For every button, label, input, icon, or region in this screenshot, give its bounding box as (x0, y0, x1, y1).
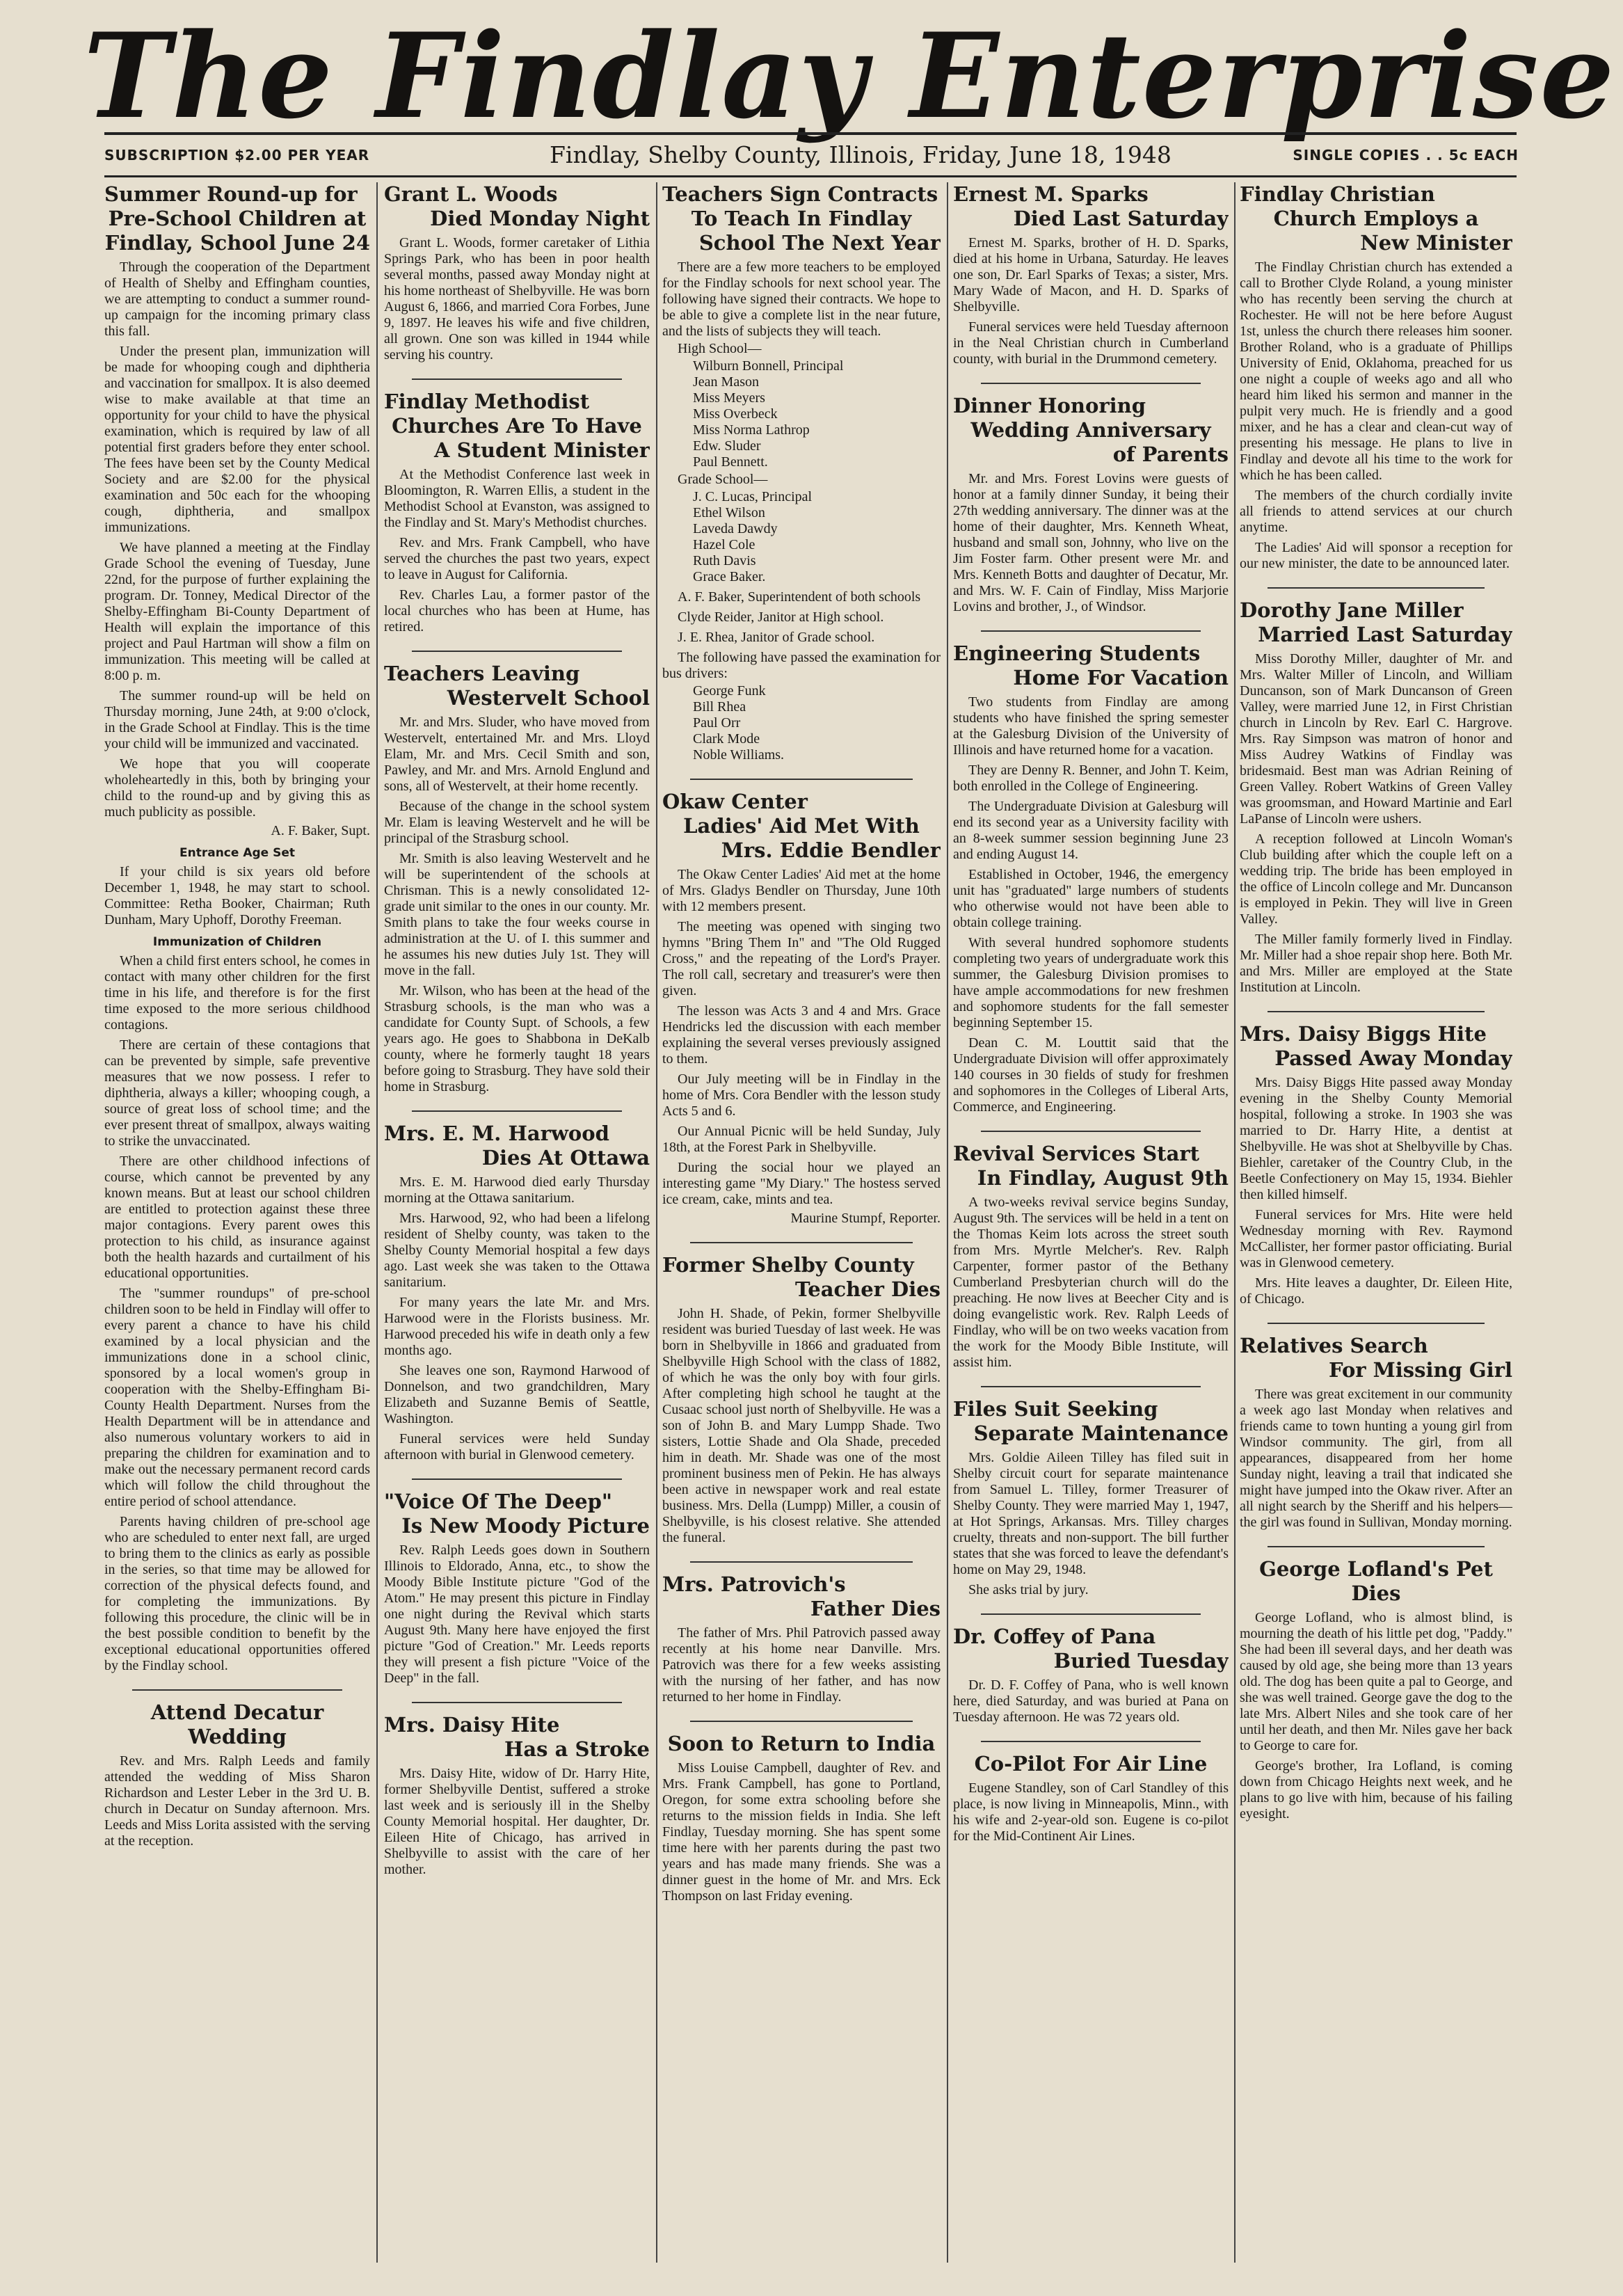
paragraph: Parents having children of pre-school age who are scheduled to enter next fall, are urged to bring them to the clinics as early as possible in the series, so that time may be allowed for correction of the physical defects found, and for completing the immunizations. By following this procedure, the clinic will be in the best possible condition to benefit by the exceptional educational opportunities offered by the Findlay school. (104, 1514, 370, 1673)
paragraph: Under the present plan, immunization will be made for whooping cough and diphtheria and vaccination for smallpox. It is also deemed wise to make available at that time an opportunity for your child to have the physical examination, which is required by law of all potential first graders before they enter school. The fees have been set by the County Medical Society and are $2.00 for the physical examination and 50c each for the whooping cough, diphtheria, and smallpox immunizations. (104, 344, 370, 535)
article-separator (412, 1478, 622, 1480)
paragraph: With several hundred sophomore students completing two years of undergraduate work this summer, the Galesburg Division promises to have ample accommodations for new freshmen and sophomore students for the fall semester beginning September 15. (953, 935, 1229, 1030)
headline: Dr. Coffey of Pana (953, 1625, 1156, 1648)
paragraph: Mrs. Daisy Biggs Hite passed away Monday evening in the Shelby County Memorial hospital, following a stroke. In 1903 she was married to Dr. Harry Hite, a dentist at Shelbyville. He was shot at Shelbyville by Chas. Biehler, caretaker of the Country Club, in the Beetle Confectionery on May 15, 1934. Biehler then killed himself. (1240, 1075, 1512, 1202)
list-item: Paul Bennett. (693, 454, 768, 470)
headline: Attend Decatur Wedding (150, 1700, 324, 1748)
paragraph: Miss Dorothy Miller, daughter of Mr. and Mrs. Walter Miller of Lincoln, and William Duncanson, son of Mark Duncanson of Green Valley, were married June 12, in First Christian church in Lincoln by Rev. Earl C. Hargrove. Mrs. Ray Simpson was matron of honor and Miss Audrey Watkins of Findlay was bridesmaid. Best man was Adrian Reining of Green Valley. Robert Watkins of Green Valley was groomsman, and Howard Martinie and Earl LaPanse of Lincoln were ushers. (1240, 651, 1512, 827)
article-shade-obituary (662, 1253, 941, 1546)
list-item: Clark Mode (693, 731, 760, 747)
paragraph: Mr. Smith is also leaving Westervelt and he will be superintendent of the schools at Chrisman. This is a newly consolidated 12-grade unit similar to the ones in our county. Mr. Smith plans to take the four weeks course in administration at the U. of I. this summer and he assumes his new duties July 1st. They will move in the fall. (384, 851, 650, 978)
headline: Findlay, School June 24 (104, 231, 370, 255)
article-biggs-hite-obituary (1240, 1022, 1512, 1307)
article-separator (981, 630, 1201, 632)
column-4 (953, 182, 1229, 2270)
headline: Files Suit Seeking (953, 1397, 1158, 1421)
article-separate-maintenance (953, 1397, 1229, 1598)
headline: Teacher Dies (794, 1277, 941, 1301)
list-item: Edw. Sluder (693, 438, 761, 454)
headline: Married Last Saturday (1258, 623, 1512, 646)
single-copy-price: SINGLE COPIES . . 5c EACH (1293, 147, 1519, 164)
article-christian-church-minister (1240, 182, 1512, 572)
headline: Father Dies (810, 1597, 941, 1620)
headline: Mrs. Eddie Bendler (721, 838, 941, 862)
article-separator (690, 1242, 913, 1243)
headline: Churches Are To Have (392, 414, 642, 438)
list-item: Laveda Dawdy (693, 521, 778, 536)
paragraph: Clyde Reider, Janitor at High school. (678, 609, 884, 625)
paragraph: If your child is six years old before December 1, 1948, he may start to school. Committee: Retha Booker, Chairman; Ruth Dunham, Mary Uphoff, Dorothy Freeman. (104, 864, 370, 927)
paragraph: Funeral services for Mrs. Hite were held Wednesday morning with Rev. Raymond McCallister, her former pastor officiating. Burial was in Glenwood cemetery. (1240, 1207, 1512, 1270)
paragraph: A. F. Baker, Superintendent of both schools (678, 589, 921, 605)
article-sparks-obituary (953, 182, 1229, 367)
paragraph: They are Denny R. Benner, and John T. Keim, both enrolled in the College of Engineering. (953, 763, 1229, 794)
paragraph: Mr. and Mrs. Sluder, who have moved from Westervelt, entertained Mr. and Mrs. Lloyd Elam, Mr. and Mrs. Cecil Smith and son, Pawley, and Mr. and Mrs. Arnold Englund and sons, all of Westervelt, at their home recently. (384, 715, 650, 794)
article-separator (981, 1131, 1201, 1132)
high-school-teachers (693, 358, 941, 470)
headline: To Teach In Findlay (691, 207, 912, 230)
list-item: Noble Williams. (693, 747, 785, 763)
headline: Pre-School Children at (108, 207, 367, 230)
article-separator (981, 1386, 1201, 1387)
column-rule (656, 182, 657, 2263)
paragraph: Mrs. E. M. Harwood died early Thursday morning at the Ottawa sanitarium. (384, 1174, 650, 1206)
headline: Summer Round-up for (104, 182, 358, 206)
paragraph: Ernest M. Sparks, brother of H. D. Sparks, died at his home in Urbana, Saturday. He leaves one son, Dr. Earl Sparks of Texas; a sister, Mrs. Mary Wade of Macon, and H. D. Sparks of Shelbyville. (953, 235, 1229, 314)
list-heading: High School— (678, 341, 762, 356)
headline: Mrs. Patrovich's (662, 1572, 846, 1596)
article-patrovich-father (662, 1572, 941, 1705)
headline: School The Next Year (698, 231, 941, 255)
paragraph: The Ladies' Aid will sponsor a reception for our new minister, the date to be announced later. (1240, 540, 1512, 571)
paragraph: She leaves one son, Raymond Harwood of Donnelson, and two grandchildren, Mary Elizabeth and Suzanne Bemis of Seattle, Washington. (384, 1363, 650, 1426)
article-missing-girl (1240, 1334, 1512, 1531)
paragraph: Eugene Standley, son of Carl Standley of this place, is now living in Minneapolis, Minn., with his wife and 2-year-old son. Eugene is co-pilot for the Mid-Continent Air Lines. (953, 1780, 1229, 1844)
article-methodist-minister (384, 390, 650, 635)
paragraph: She asks trial by jury. (968, 1582, 1089, 1597)
headline: Co-Pilot For Air Line (974, 1752, 1208, 1776)
headline: Ernest M. Sparks (953, 182, 1149, 206)
article-separator (1268, 587, 1485, 589)
paragraph: John H. Shade, of Pekin, former Shelbyville resident was buried Tuesday of last week. He was born in Shelbyville in 1866 and graduated from Shelbyville High School with the class of 1882, of which he was the only boy with four girls. After completing high school he taught at the Cusaac school just north of Shelbyville. He was a son of John B. and Mary Lumpp Shade. Two sisters, Lottie Shade and Ola Shade, preceded him in death. Mr. Shade was one of the most prominent business men of Pekin. He has always been active in newspaper work and real estate business. Mrs. Della (Lumpp) Miller, a cousin of Shelbyville, is his closest relative. She attended the funeral. (662, 1306, 941, 1545)
list-item: J. C. Lucas, Principal (693, 489, 813, 504)
paragraph: Rev. and Mrs. Ralph Leeds and family attended the wedding of Miss Sharon Richardson and Lester Leber in the 3rd U. B. church in Decatur on Sunday afternoon. Mrs. Leeds and Miss Lorita assisted with the serving at the reception. (104, 1753, 370, 1849)
list-item: Miss Overbeck (693, 406, 778, 422)
headline: In Findlay, August 9th (977, 1166, 1229, 1190)
list-label (678, 341, 941, 357)
column-1 (104, 182, 370, 2270)
list-item: Wilburn Bonnell, Principal (693, 358, 844, 374)
article-separator (981, 383, 1201, 384)
headline: Westervelt School (447, 686, 650, 710)
headline: Is New Moody Picture (401, 1514, 650, 1538)
article-separator (132, 1689, 342, 1691)
paragraph: Rev. Charles Lau, a former pastor of the local churches who has been at Hume, has retired. (384, 587, 650, 635)
paragraph: Our July meeting will be in Findlay in the home of Mrs. Cora Bendler with the lesson study Acts 5 and 6. (662, 1071, 941, 1119)
signature: A. F. Baker, Supt. (271, 823, 370, 838)
column-2 (384, 182, 650, 2270)
headline: Okaw Center (662, 790, 808, 813)
article-separator (1268, 1011, 1485, 1012)
paragraph: At the Methodist Conference last week in Bloomington, R. Warren Ellis, a student in the Methodist School at Evanston, was assigned to the Findlay and St. Mary's Methodist churches. (384, 467, 650, 530)
headline: Dies At Ottawa (481, 1146, 650, 1170)
paragraph: Funeral services were held Sunday afternoon with burial in Glenwood cemetery. (384, 1431, 650, 1462)
headline: George Lofland's Pet Dies (1259, 1557, 1493, 1605)
article-anniversary-dinner (953, 394, 1229, 615)
headline: Grant L. Woods (384, 182, 558, 206)
column-rule (1234, 182, 1236, 2263)
paragraph: There are other childhood infections of course, which cannot be prevented by any known means. But at least our school children are entitled to protection against these three major contagions. Every parent owes this protection to his child, as insurance against both the health hazards and curtailment of his educational opportunities. (104, 1154, 370, 1281)
paragraph: There are a few more teachers to be employed for the Findlay schools for next school year. The following have signed their contracts. We hope to be able to give a complete list in the near future, and the lists of subjects they will teach. (662, 260, 941, 339)
paragraph: Our Annual Picnic will be held Sunday, July 18th, at the Forest Park in Shelbyville. (662, 1124, 941, 1155)
headline: New Minister (1360, 231, 1512, 255)
paragraph: Mr. Wilson, who has been at the head of the Strasburg schools, is the man who was a candidate for County Supt. of Schools, a few years ago. He goes to Shabbona in DeKalb county, where he formerly taught 18 years before going to Strasburg. They have sold their home in Strasburg. (384, 983, 650, 1094)
article-co-pilot (953, 1752, 1229, 1844)
bus-drivers (693, 683, 941, 763)
headline: Findlay Methodist (384, 390, 590, 413)
article-revival-services (953, 1142, 1229, 1371)
headline: of Parents (1112, 443, 1229, 466)
subscription-price: SUBSCRIPTION $2.00 PER YEAR (104, 147, 370, 164)
paragraph: The father of Mrs. Phil Patrovich passed away recently at his home near Danville. Mrs. Patrovich was there for a few weeks assisting with the nursing of her father, and has now returned to her home in Findlay. (662, 1625, 941, 1705)
list-item: Miss Norma Lathrop (693, 422, 810, 438)
paragraph: Because of the change in the school system Mr. Elam is leaving Westervelt and he will be principal of the Strasburg school. (384, 799, 650, 846)
subheading: Immunization of Children (152, 935, 322, 949)
headline: Findlay Christian (1240, 182, 1435, 206)
article-separator (1268, 1546, 1485, 1547)
article-teachers-contracts (662, 182, 941, 763)
paragraph: The Findlay Christian church has extended a call to Brother Clyde Roland, a young minister who has recently been serving the church at Rochester. He will not be here before August 1st, unless the church there releases him sooner. Brother Roland, who is a graduate of Phillips University of Enid, Oklahoma, preached for us one night a couple of weeks ago and all who heard him liked his sermon and manner in the pulpit very much. He is friendly and a good mixer, and he has a clear and clean-cut way of presenting his message. He plans to live in Findlay and devote all his time to the work for which he has been called. (1240, 260, 1512, 483)
paragraph: Grant L. Woods, former caretaker of Lithia Springs Park, who has been in poor health several months, passed away Monday night at his home northeast of Shelbyville. He was born August 6, 1866, and married Cora Forbes, June 9, 1897. He leaves his wife and five children, all grown. One son was killed in 1944 while serving his country. (384, 235, 650, 362)
headline: Soon to Return to India (667, 1732, 936, 1755)
article-pet-dog (1240, 1557, 1512, 1822)
paragraph: We have planned a meeting at the Findlay Grade School the evening of Tuesday, June 22nd, for the purpose of further explaining the program. Dr. Tonney, Medical Director of the Shelby-Effingham Bi-County Department of Health will explain the importance of this project and Paul Hartman will show a film on immunization. This meeting will be called at 8:00 p. m. (104, 540, 370, 683)
list-item: Hazel Cole (693, 537, 755, 552)
paragraph: A two-weeks revival service begins Sunday, August 9th. The services will be held in a tent on the Thomas Keim lots across the street south from Mrs. Myrtle Melcher's. Rev. Ralph Carpenter, former pastor of the Bethany Cumberland Presbyterian church will do the preaching. He now lives at Beecher City and is doing evangelistic work. Rev. Ralph Leeds of Findlay, who will be on two weeks vacation from the work for the Moody Bible Institute, will assist him. (953, 1195, 1229, 1370)
paragraph: Dean C. M. Louttit said that the Undergraduate Division will offer approximately 140 courses in 30 fields of study for freshmen and sophomores in the Colleges of Liberal Arts, Commerce, and Engineering. (953, 1035, 1229, 1115)
headline: "Voice Of The Deep" (384, 1490, 612, 1513)
article-coffey-obituary (953, 1625, 1229, 1725)
article-summer-roundup (104, 182, 370, 1674)
paragraph: There are certain of these contagions that can be prevented by simple, safe preventive measures that we now possess. I refer to diphtheria, always a killer; whooping cough, a source of great loss of school time; and the ever present threat of smallpox, always waiting to strike the unvaccinated. (104, 1037, 370, 1149)
paragraph: Mrs. Goldie Aileen Tilley has filed suit in Shelby circuit court for separate maintenance from Samuel L. Tilley, former Treasurer of Shelby County. They were married May 1, 1947, at Hot Springs, Arkansas. Mrs. Tilley charges cruelty, threats and non-support. The bill further states that she was forced to leave the defendant's home on May 29, 1948. (953, 1450, 1229, 1577)
paragraph: The following have passed the examination for bus drivers: (662, 650, 941, 681)
list-item: Jean Mason (693, 374, 759, 390)
list-label (678, 472, 941, 488)
dateline: Findlay, Shelby County, Illinois, Friday, June 18, 1948 (550, 141, 1172, 168)
paragraph: The members of the church cordially invite all friends to attend services at our church anytime. (1240, 488, 1512, 535)
paragraph: Rev. Ralph Leeds goes down in Southern Illinois to Eldorado, Anna, etc., to show the Moody Bible Institute picture "God of the Atom." He may present this picture in Findlay one night during the Revival which starts August 9th. Many here have enjoyed the first picture "God of Creation." Mr. Leeds reports they will present a fish picture "Voice of the Deep" in the fall. (384, 1542, 650, 1686)
list-item: Miss Meyers (693, 390, 765, 406)
headline: Dorothy Jane Miller (1240, 598, 1464, 622)
headline: Church Employs a (1273, 207, 1479, 230)
paragraph: The lesson was Acts 3 and 4 and Mrs. Grace Hendricks led the discussion with each member explaining the several verses previously assigned to them. (662, 1003, 941, 1067)
article-miller-wedding (1240, 598, 1512, 996)
headline: Relatives Search (1240, 1334, 1428, 1357)
article-separator (412, 1110, 622, 1112)
column-5 (1240, 182, 1512, 2270)
article-engineering-students (953, 641, 1229, 1115)
headline: Dinner Honoring (953, 394, 1146, 417)
paragraph: The "summer roundups" of pre-school children soon to be held in Findlay will offer to every parent a chance to have his child examined by a local physician and the immunizations done in a school clinic, sponsored by a local women's group in cooperation with the Shelby-Effingham Bi-County Health Department. Nurses from the Health Department will be in attendance and also numerous voluntary workers to aid in preparing the children for examination and to make out the necessary permanent record cards which will follow the child throughout the entire period of school attendance. (104, 1286, 370, 1509)
paragraph: George's brother, Ira Lofland, is coming down from Chicago Heights next week, and he plans to go live with him, because of his failing eyesight. (1240, 1758, 1512, 1821)
grade-school-teachers (693, 489, 941, 585)
headline: Mrs. Daisy Hite (384, 1713, 560, 1737)
headline: Mrs. E. M. Harwood (384, 1122, 609, 1145)
paragraph: Dr. D. F. Coffey of Pana, who is well known here, died Saturday, and was buried at Pana on Tuesday afternoon. He was 72 years old. (953, 1677, 1229, 1725)
paragraph: Rev. and Mrs. Frank Campbell, who have served the churches the past two years, expect to leave in August for California. (384, 535, 650, 582)
article-return-to-india (662, 1732, 941, 1904)
paragraph: George Lofland, who is almost blind, is mourning the death of his little pet dog, "Paddy." She had been ill several days, and her death was caused by old age, she being more than 13 years old. The dog has been quite a pal to George, and she was well trained. George gave the dog to the late Mrs. Albert Niles and she took care of her until her death, and then Mr. Niles gave her back to George to care for. (1240, 1610, 1512, 1753)
headline: For Missing Girl (1328, 1358, 1512, 1382)
list-item: Grace Baker. (693, 569, 766, 584)
headline: Mrs. Daisy Biggs Hite (1240, 1022, 1487, 1046)
paragraph: Funeral services were held Tuesday afternoon in the Neal Christian church in Cumberland county, with burial in the Drummond cemetery. (953, 319, 1229, 367)
paragraph: Two students from Findlay are among students who have finished the spring semester at the Galesburg Division of the University of Illinois and have returned home for a vacation. (953, 694, 1229, 758)
headline: Teachers Leaving (384, 662, 580, 685)
article-moody-picture (384, 1490, 650, 1687)
paragraph: The meeting was opened with singing two hymns "Bring Them In" and "The Old Rugged Cross," and the repeating of the Lord's Prayer. The roll call, secretary and treasurer's were then given. (662, 919, 941, 998)
paragraph: The Miller family formerly lived in Findlay. Mr. Miller had a shoe repair shop here. Both Mr. and Mrs. Miller are employed at the State Institution at Lincoln. (1240, 932, 1512, 995)
column-rule (376, 182, 378, 2263)
headline: Has a Stroke (504, 1737, 650, 1761)
article-daisy-hite-stroke (384, 1713, 650, 1878)
list-item: Bill Rhea (693, 699, 746, 715)
article-separator (690, 1721, 913, 1722)
headline: Teachers Sign Contracts (662, 182, 938, 206)
newspaper-masthead: The Findlay Enterprise (83, 7, 1616, 145)
headline: Wedding Anniversary (970, 418, 1211, 442)
headline: Died Last Saturday (1013, 207, 1229, 230)
paragraph: During the social hour we played an interesting game "My Diary." The hostess served ice cream, cake, mints and tea. (662, 1160, 941, 1207)
article-separator (412, 378, 622, 380)
headline: Home For Vacation (1013, 666, 1229, 689)
headline: Passed Away Monday (1274, 1046, 1512, 1070)
article-separator (981, 1741, 1201, 1742)
article-separator (981, 1613, 1201, 1615)
paragraph: A reception followed at Lincoln Woman's Club building after which the couple left on a wedding trip. The bride has been employed in the office of Lincoln college and Mr. Duncanson is employed in Pekin. They will live in Green Valley. (1240, 831, 1512, 927)
list-item: George Funk (693, 683, 766, 699)
paragraph: Mrs. Harwood, 92, who had been a lifelong resident of Shelby county, was taken to the Shelby County Memorial hospital a few days ago. Last week she was taken to the Ottawa sanitarium. (384, 1211, 650, 1290)
list-heading: Grade School— (678, 472, 768, 487)
article-separator (690, 1561, 913, 1563)
article-separator (412, 1702, 622, 1703)
paragraph: Miss Louise Campbell, daughter of Rev. and Mrs. Frank Campbell, has gone to Portland, Oregon, for some extra schooling before she returns to the mission fields in India. She left Findlay, Tuesday morning. She has spent some time here with her parents during the past two years and has made many friends. She was a dinner guest in the home of Mr. and Mrs. Eck Thompson on last Friday evening. (662, 1760, 941, 1904)
paragraph: There was great excitement in our community a week ago last Monday when relatives and friends came to town hunting a young girl from Windsor community. The girl, from all appearances, disappeared from her home Sunday night, leaving a trail that indicated she might have jumped into the Okaw river. After an all night search by the Sheriff and his helpers—the girl was found in Sullivan, Monday morning. (1240, 1387, 1512, 1530)
paragraph: Mrs. Daisy Hite, widow of Dr. Harry Hite, former Shelbyville Dentist, suffered a stroke last week and is seriously ill in the Shelby County Memorial hospital. Her daughter, Dr. Eileen Hite of Chicago, has arrived in Shelbyville to assist with the care of her mother. (384, 1766, 650, 1877)
headline: Buried Tuesday (1053, 1649, 1229, 1673)
paragraph: The Undergraduate Division at Galesburg will end its second year as a University facility with an 8-week summer session beginning June 23 and ending August 14. (953, 799, 1229, 862)
headline: Ladies' Aid Met With (683, 814, 920, 838)
headline: Separate Maintenance (973, 1421, 1229, 1445)
paragraph: The summer round-up will be held on Thursday morning, June 24th, at 9:00 o'clock, in the Grade School at Findlay. This is the time your child will be immunized and vaccinated. (104, 688, 370, 751)
signature: Maurine Stumpf, Reporter. (790, 1211, 941, 1226)
paragraph: J. E. Rhea, Janitor of Grade school. (678, 630, 875, 645)
headline: A Student Minister (434, 438, 650, 462)
masthead-rule-bottom (104, 175, 1517, 177)
article-separator (1268, 1323, 1485, 1324)
column-3 (662, 182, 941, 2270)
list-item: Ethel Wilson (693, 505, 765, 520)
paragraph: When a child first enters school, he comes in contact with many other children for the first time in his life, and therefore is for the first time exposed to the more serious childhood contagions. (104, 953, 370, 1033)
paragraph: Through the cooperation of the Department of Health of Shelby and Effingham counties, we are attempting to conduct a summer round-up campaign for the incoming primary class this fall. (104, 260, 370, 339)
headline: Died Monday Night (430, 207, 650, 230)
article-okaw-ladies-aid (662, 790, 941, 1227)
article-westervelt-teachers (384, 662, 650, 1095)
headline: Engineering Students (953, 641, 1201, 665)
paragraph: Mr. and Mrs. Forest Lovins were guests of honor at a family dinner Sunday, it being their 27th wedding anniversary. The dinner was at the home of their daughter, Mrs. Kenneth Wheat, husband and small son, Johnny, who live on the Jim Foster farm. Other present were Mr. and Mrs. Kenneth Botts and daughter of Decatur, Mr. and Mrs. W. F. Cain of Findlay, Miss Marjorie Lovins and brother, J., of Windsor. (953, 471, 1229, 614)
paragraph: Established in October, 1946, the emergency unit has "graduated" large numbers of students who otherwise would not have been able to obtain college training. (953, 867, 1229, 930)
article-separator (412, 651, 622, 652)
paragraph: We hope that you will cooperate wholeheartedly in this, both by bringing your child to the round-up and by giving this as much publicity as possible. (104, 756, 370, 820)
headline: Revival Services Start (953, 1142, 1200, 1165)
column-rule (947, 182, 948, 2263)
article-separator (690, 779, 913, 780)
subheading: Entrance Age Set (179, 846, 295, 860)
list-item: Paul Orr (693, 715, 741, 731)
article-harwood-obituary (384, 1122, 650, 1463)
paragraph: For many years the late Mr. and Mrs. Harwood were in the Florists business. Mr. Harwood preceded his wife in death only a few months ago. (384, 1295, 650, 1358)
list-item: Ruth Davis (693, 553, 756, 568)
article-grant-woods (384, 182, 650, 363)
paragraph: The Okaw Center Ladies' Aid met at the home of Mrs. Gladys Bendler on Thursday, June 10th with 12 members present. (662, 867, 941, 914)
headline: Former Shelby County (662, 1253, 914, 1277)
article-decatur-wedding (104, 1700, 370, 1849)
masthead-rule-top (104, 132, 1517, 135)
paragraph: Mrs. Hite leaves a daughter, Dr. Eileen Hite, of Chicago. (1240, 1275, 1512, 1307)
